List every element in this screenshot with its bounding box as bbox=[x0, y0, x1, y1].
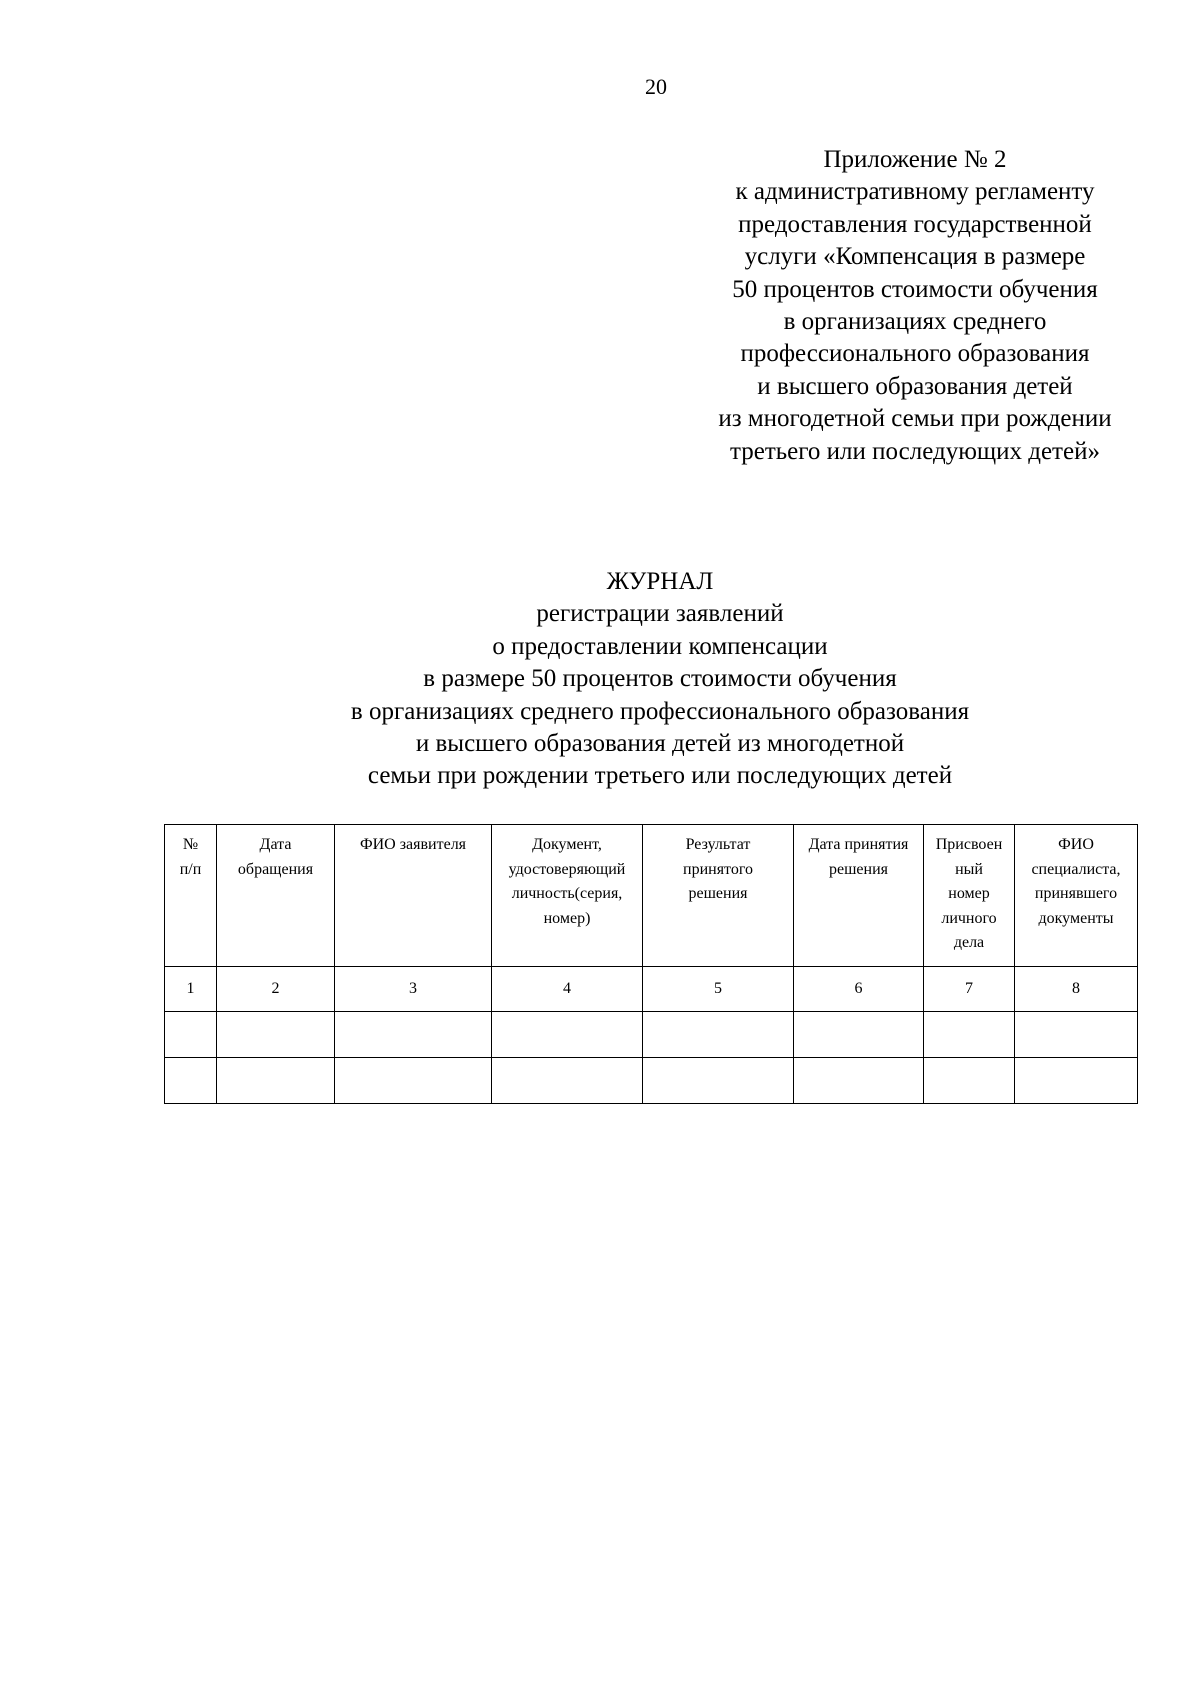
column-number-cell: 4 bbox=[492, 967, 643, 1012]
column-header-line: Дата bbox=[259, 836, 292, 853]
journal-subtitle-line: регистрации заявлений bbox=[536, 600, 784, 628]
column-number-cell: 3 bbox=[335, 967, 492, 1012]
column-header-line: решения bbox=[828, 860, 888, 878]
column-header-line: номер bbox=[948, 885, 990, 902]
column-number-cell: 8 bbox=[1015, 967, 1138, 1012]
column-number-cell: 6 bbox=[794, 967, 924, 1012]
journal-subtitle-line: семьи при рождении третьего или последующих детей bbox=[367, 762, 953, 790]
table-cell bbox=[1015, 1012, 1138, 1058]
table-row bbox=[165, 1012, 1138, 1058]
journal-subtitle-line: и высшего образования детей из многодетной bbox=[415, 730, 905, 758]
table-row bbox=[165, 967, 1138, 1012]
table-row bbox=[165, 1058, 1138, 1104]
column-header-line: Дата принятия bbox=[808, 836, 909, 853]
column-header-line: специалиста, bbox=[1031, 860, 1121, 878]
column-header-line: удостоверяющий bbox=[508, 860, 626, 878]
column-header bbox=[492, 825, 643, 967]
table-cell bbox=[643, 1012, 794, 1058]
journal-heading: ЖУРНАЛ bbox=[606, 568, 714, 595]
table-cell bbox=[335, 1058, 492, 1104]
appendix-line: 50 процентов стоимости обучения bbox=[732, 275, 1098, 303]
table-cell bbox=[217, 1012, 335, 1058]
column-header bbox=[794, 825, 924, 967]
table-body bbox=[165, 967, 1138, 1104]
appendix-line: к административному регламенту bbox=[735, 178, 1095, 206]
column-header-line: личного bbox=[941, 909, 997, 927]
table-cell bbox=[492, 1058, 643, 1104]
journal-subtitle-line: в организациях среднего профессионального образования bbox=[350, 697, 970, 725]
column-header-line: документы bbox=[1038, 909, 1114, 927]
table-cell bbox=[794, 1012, 924, 1058]
column-header-line: Документ, bbox=[532, 836, 602, 853]
table-cell bbox=[643, 1058, 794, 1104]
column-header-line: ный bbox=[955, 860, 983, 878]
column-header-line: п/п bbox=[179, 860, 202, 878]
column-header-line: личность(серия, bbox=[511, 885, 623, 902]
appendix-note bbox=[680, 144, 1150, 468]
table-cell bbox=[1015, 1058, 1138, 1104]
table-cell bbox=[924, 1058, 1015, 1104]
column-header-line: Результат bbox=[685, 836, 751, 853]
column-header-line: Присвоен bbox=[935, 836, 1003, 853]
column-header-line: принявшего bbox=[1034, 885, 1118, 902]
table-cell bbox=[165, 1012, 217, 1058]
column-number-cell: 7 bbox=[924, 967, 1015, 1012]
appendix-line: услуги «Компенсация в размере bbox=[744, 243, 1086, 271]
column-header-line: решения bbox=[688, 885, 748, 902]
column-header bbox=[643, 825, 794, 967]
column-header-line: дела bbox=[953, 934, 985, 951]
column-header-line: обращения bbox=[237, 860, 314, 878]
column-header-line: ФИО bbox=[1058, 836, 1094, 853]
journal-table bbox=[164, 824, 1138, 1104]
column-header-line: ФИО заявителя bbox=[359, 836, 467, 853]
appendix-line: профессионального образования bbox=[740, 340, 1090, 368]
appendix-line: и высшего образования детей bbox=[757, 372, 1073, 400]
page-number: 20 bbox=[645, 74, 667, 99]
appendix-line: предоставления государственной bbox=[738, 210, 1092, 238]
column-header bbox=[335, 825, 492, 967]
appendix-line: третьего или последующих детей» bbox=[730, 437, 1100, 465]
column-number-cell: 1 bbox=[165, 967, 217, 1012]
column-header-line: номер) bbox=[543, 909, 591, 927]
table-header-row bbox=[165, 825, 1138, 967]
column-number-cell: 5 bbox=[643, 967, 794, 1012]
journal-title bbox=[160, 566, 1160, 793]
appendix-line: в организациях среднего bbox=[783, 308, 1047, 336]
column-header bbox=[165, 825, 217, 967]
column-number-cell: 2 bbox=[217, 967, 335, 1012]
journal-subtitle-line: о предоставлении компенсации bbox=[492, 632, 828, 660]
appendix-line: Приложение № 2 bbox=[823, 146, 1007, 173]
column-header bbox=[1015, 825, 1138, 967]
table-cell bbox=[335, 1012, 492, 1058]
column-header-line: принятого bbox=[683, 860, 753, 878]
table-cell bbox=[924, 1012, 1015, 1058]
table-cell bbox=[492, 1012, 643, 1058]
column-header-line: № bbox=[182, 836, 199, 853]
column-header bbox=[217, 825, 335, 967]
table-cell bbox=[165, 1058, 217, 1104]
table-cell bbox=[794, 1058, 924, 1104]
appendix-line: из многодетной семьи при рождении bbox=[718, 405, 1112, 433]
journal-subtitle-line: в размере 50 процентов стоимости обучения bbox=[423, 665, 897, 693]
table-cell bbox=[217, 1058, 335, 1104]
column-header bbox=[924, 825, 1015, 967]
